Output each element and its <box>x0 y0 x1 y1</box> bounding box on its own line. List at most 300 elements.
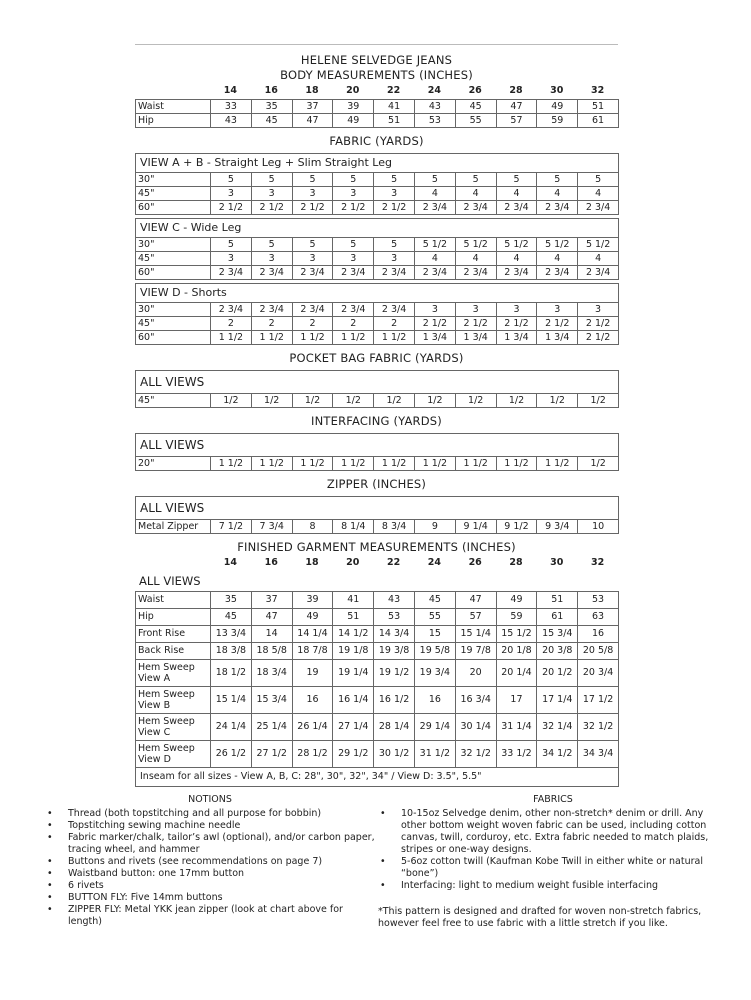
cell-value: 1 1/2 <box>292 331 333 345</box>
cell-value: 3 <box>292 252 333 266</box>
cell-value: 5 <box>333 173 374 187</box>
cell-value: 3 <box>578 303 619 317</box>
cell-value: 4 <box>537 252 578 266</box>
cell-value: 39 <box>333 100 374 114</box>
cell-value: 57 <box>496 114 537 128</box>
cell-value: 5 <box>496 173 537 187</box>
row-label: Hip <box>136 114 211 128</box>
cell-value: 9 3/4 <box>537 520 578 534</box>
row-label: 60" <box>136 331 211 345</box>
cell-value: 18 3/8 <box>211 643 252 660</box>
bullet-icon: • <box>380 808 386 819</box>
cell-value: 53 <box>414 114 455 128</box>
cell-value: 41 <box>333 592 374 609</box>
cell-value: 1 3/4 <box>455 331 496 345</box>
cell-value: 51 <box>333 609 374 626</box>
fabric-group-table <box>135 153 619 215</box>
cell-value: 1 3/4 <box>496 331 537 345</box>
size-header-cell: 24 <box>427 85 441 96</box>
cell-value: 2 <box>211 317 252 331</box>
cell-value: 1 1/2 <box>333 457 374 471</box>
cell-value: 2 3/4 <box>333 303 374 317</box>
row-label: Hem Sweep View B <box>136 687 211 714</box>
pocket-group <box>136 371 619 394</box>
list-item <box>45 820 375 832</box>
fabric-row <box>136 252 619 266</box>
cell-value: 43 <box>374 592 415 609</box>
inseam-note <box>136 768 619 787</box>
fabrics-list <box>378 808 728 892</box>
bullet-icon: • <box>47 820 53 831</box>
cell-value: 15 <box>414 626 455 643</box>
pocket-grid <box>135 370 619 408</box>
cell-value: 13 3/4 <box>211 626 252 643</box>
bullet-icon: • <box>47 856 53 867</box>
bullet-icon: • <box>47 880 53 891</box>
cell-value: 49 <box>496 592 537 609</box>
row-label: 30" <box>136 238 211 252</box>
list-item <box>378 856 728 880</box>
cell-value: 2 1/2 <box>292 201 333 215</box>
cell-value: 1/2 <box>496 394 537 408</box>
cell-value: 57 <box>455 609 496 626</box>
cell-value: 2 3/4 <box>251 266 292 280</box>
body-row <box>136 100 619 114</box>
cell-value: 5 1/2 <box>578 238 619 252</box>
interfacing-row <box>136 457 619 471</box>
cell-value: 2 3/4 <box>374 266 415 280</box>
size-header-cell: 14 <box>223 557 238 568</box>
interfacing-group-label: ALL VIEWS <box>140 438 205 452</box>
fabric-view-label: VIEW D - Shorts <box>136 284 619 303</box>
cell-value: 34 3/4 <box>578 741 619 768</box>
cell-value: 19 <box>292 660 333 687</box>
body-measurements-title: BODY MEASUREMENTS (INCHES) <box>280 68 473 82</box>
row-label: Hem Sweep View C <box>136 714 211 741</box>
size-header-cell: 28 <box>509 85 523 96</box>
cell-value: 33 1/2 <box>496 741 537 768</box>
cell-value: 2 3/4 <box>578 266 619 280</box>
cell-value: 2 1/2 <box>251 201 292 215</box>
cell-value: 59 <box>496 609 537 626</box>
fabric-group-table <box>135 283 619 345</box>
cell-value: 3 <box>292 187 333 201</box>
size-header <box>135 555 618 571</box>
fabric-row <box>136 317 619 331</box>
cell-value: 1/2 <box>292 394 333 408</box>
row-label: Waist <box>138 101 164 112</box>
size-header-cell: 16 <box>264 85 278 96</box>
cell-value: 3 <box>211 252 252 266</box>
row-label: 30" <box>136 173 211 187</box>
cell-value: 45 <box>211 609 252 626</box>
cell-value: 3 <box>374 252 415 266</box>
cell-value: 7 1/2 <box>211 520 252 534</box>
list-item-text: BUTTON FLY: Five 14mm buttons <box>68 892 223 903</box>
pocket-bag-title: POCKET BAG FABRIC (YARDS) <box>289 351 464 365</box>
finished-row <box>136 687 619 714</box>
cell-value: 34 1/2 <box>537 741 578 768</box>
cell-value: 53 <box>374 609 415 626</box>
cell-value: 10 <box>578 520 619 534</box>
zipper-title: ZIPPER (INCHES) <box>326 477 427 491</box>
cell-value: 1 1/2 <box>292 457 333 471</box>
cell-value: 5 <box>537 173 578 187</box>
cell-value: 1/2 <box>414 394 455 408</box>
cell-value: 28 1/4 <box>374 714 415 741</box>
cell-value: 19 3/4 <box>414 660 455 687</box>
interfacing-grid <box>135 433 619 471</box>
cell-value: 16 <box>292 687 333 714</box>
finished-row <box>136 660 619 687</box>
cell-value: 2 1/2 <box>578 331 619 345</box>
cell-value: 1 1/2 <box>414 457 455 471</box>
cell-value: 2 3/4 <box>496 266 537 280</box>
cell-value: 2 <box>292 317 333 331</box>
cell-value: 1 1/2 <box>374 331 415 345</box>
cell-value: 2 <box>333 317 374 331</box>
cell-value: 45 <box>251 114 292 128</box>
cell-value: 1/2 <box>578 457 619 471</box>
pocket-bag-table <box>135 370 618 408</box>
cell-value: 51 <box>537 592 578 609</box>
cell-value: 3 <box>537 303 578 317</box>
cell-value: 4 <box>455 252 496 266</box>
bullet-icon: • <box>47 904 53 915</box>
cell-value: 5 <box>211 238 252 252</box>
cell-value: 19 1/2 <box>374 660 415 687</box>
row-label: 60" <box>136 266 211 280</box>
cell-value: 2 3/4 <box>211 303 252 317</box>
row-label: 45" <box>136 317 211 331</box>
cell-value: 9 1/4 <box>455 520 496 534</box>
cell-value: 1 1/2 <box>251 331 292 345</box>
cell-value: 47 <box>496 100 537 114</box>
cell-value: 3 <box>211 187 252 201</box>
bullet-icon: • <box>380 856 386 867</box>
cell-value: 15 3/4 <box>537 626 578 643</box>
finished-row <box>136 592 619 609</box>
fabric-row <box>136 201 619 215</box>
row-label: 45" <box>136 187 211 201</box>
size-header-cell: 22 <box>386 85 401 96</box>
cell-value: 4 <box>578 187 619 201</box>
cell-value: 3 <box>251 252 292 266</box>
cell-value: 32 1/2 <box>455 741 496 768</box>
notions-title: NOTIONS <box>188 794 232 805</box>
list-item <box>378 880 728 892</box>
fabrics-section <box>378 794 728 930</box>
cell-value: 45 <box>414 592 455 609</box>
cell-value: 1/2 <box>333 394 374 408</box>
cell-value: 29 1/2 <box>333 741 374 768</box>
cell-value: 1 3/4 <box>537 331 578 345</box>
cell-value: 24 1/4 <box>211 714 252 741</box>
cell-value: 2 1/2 <box>537 317 578 331</box>
zipper-table <box>135 496 618 534</box>
cell-value: 2 1/2 <box>211 201 252 215</box>
cell-value: 32 1/2 <box>578 714 619 741</box>
cell-value: 1 1/2 <box>537 457 578 471</box>
cell-value: 19 5/8 <box>414 643 455 660</box>
cell-value: 2 3/4 <box>414 201 455 215</box>
bullet-icon: • <box>47 892 53 903</box>
cell-value: 2 1/2 <box>333 201 374 215</box>
cell-value: 8 <box>292 520 333 534</box>
cell-value: 19 1/8 <box>333 643 374 660</box>
interfacing-table <box>135 433 618 471</box>
size-header-cell: 20 <box>346 85 360 96</box>
list-item <box>45 856 375 868</box>
cell-value: 16 1/2 <box>374 687 415 714</box>
bullet-icon: • <box>380 880 386 891</box>
cell-value: 4 <box>414 187 455 201</box>
cell-value: 5 1/2 <box>455 238 496 252</box>
cell-value: 7 3/4 <box>251 520 292 534</box>
cell-value: 4 <box>496 187 537 201</box>
cell-value: 18 1/2 <box>211 660 252 687</box>
finished-row <box>136 626 619 643</box>
cell-value: 5 <box>292 238 333 252</box>
cell-value: 5 <box>211 173 252 187</box>
cell-value: 29 1/4 <box>414 714 455 741</box>
cell-value: 43 <box>414 100 455 114</box>
size-header-cell: 18 <box>305 85 319 96</box>
header-blank <box>135 83 210 99</box>
list-item <box>378 808 728 856</box>
cell-value: 1 1/2 <box>251 457 292 471</box>
finished-row <box>136 741 619 768</box>
body-measurements-table <box>135 83 618 128</box>
cell-value: 3 <box>251 187 292 201</box>
cell-value: 1/2 <box>211 394 252 408</box>
row-label: 20" <box>136 457 211 471</box>
cell-value: 18 3/4 <box>251 660 292 687</box>
cell-value: 37 <box>292 100 333 114</box>
list-item-text: Topstitching sewing machine needle <box>68 820 241 831</box>
size-header-cell: 22 <box>386 557 401 568</box>
cell-value: 19 7/8 <box>455 643 496 660</box>
fabric-view <box>136 284 619 303</box>
cell-value: 19 1/4 <box>333 660 374 687</box>
size-header-cell: 16 <box>264 557 278 568</box>
cell-value: 17 <box>496 687 537 714</box>
cell-value: 2 1/2 <box>578 317 619 331</box>
cell-value: 18 5/8 <box>251 643 292 660</box>
list-item-text: 10-15oz Selvedge denim, other non-stretch* denim or drill. Any other bottom weight woven fabric can be used, including cotton canvas, twill, corduroy, etc. Extra fabric needed to match plaids, stripes or one-way designs. <box>401 808 709 855</box>
cell-value: 5 <box>578 173 619 187</box>
cell-value: 31 1/4 <box>496 714 537 741</box>
cell-value: 1/2 <box>251 394 292 408</box>
cell-value: 5 <box>292 173 333 187</box>
cell-value: 14 3/4 <box>374 626 415 643</box>
cell-value: 2 3/4 <box>414 266 455 280</box>
row-label: Waist <box>138 594 164 605</box>
cell-value: 33 <box>211 100 252 114</box>
cell-value: 18 7/8 <box>292 643 333 660</box>
cell-value: 1 1/2 <box>211 331 252 345</box>
interfacing-group <box>136 434 619 457</box>
cell-value: 5 1/2 <box>537 238 578 252</box>
size-header-cell: 26 <box>468 557 482 568</box>
cell-value: 20 3/8 <box>537 643 578 660</box>
cell-value: 3 <box>455 303 496 317</box>
cell-value: 5 <box>333 238 374 252</box>
finished-grid <box>135 591 619 787</box>
cell-value: 16 <box>578 626 619 643</box>
cell-value: 3 <box>496 303 537 317</box>
cell-value: 2 3/4 <box>211 266 252 280</box>
cell-value: 5 <box>251 238 292 252</box>
cell-value: 27 1/4 <box>333 714 374 741</box>
cell-value: 26 1/2 <box>211 741 252 768</box>
cell-value: 5 <box>374 238 415 252</box>
cell-value: 15 1/4 <box>211 687 252 714</box>
list-item <box>45 880 375 892</box>
row-label: Metal Zipper <box>136 520 211 534</box>
cell-value: 3 <box>374 187 415 201</box>
cell-value: 30 1/2 <box>374 741 415 768</box>
fabric-view-label: VIEW C - Wide Leg <box>136 219 619 238</box>
cell-value: 17 1/2 <box>578 687 619 714</box>
interfacing-title: INTERFACING (YARDS) <box>310 414 442 428</box>
cell-value: 8 3/4 <box>374 520 415 534</box>
fabric-row <box>136 266 619 280</box>
cell-value: 2 3/4 <box>455 201 496 215</box>
list-item-text: 6 rivets <box>68 880 104 891</box>
list-item-text: Waistband button: one 17mm button <box>68 868 245 879</box>
cell-value: 15 1/2 <box>496 626 537 643</box>
cell-value: 1 1/2 <box>496 457 537 471</box>
cell-value: 4 <box>537 187 578 201</box>
cell-value: 2 3/4 <box>578 201 619 215</box>
cell-value: 5 1/2 <box>414 238 455 252</box>
cell-value: 2 3/4 <box>292 266 333 280</box>
bullet-icon: • <box>47 832 53 843</box>
row-label: Hem Sweep View A <box>136 660 211 687</box>
notions-section <box>45 794 375 928</box>
cell-value: 2 1/2 <box>374 201 415 215</box>
cell-value: 55 <box>455 114 496 128</box>
finished-row <box>136 643 619 660</box>
fabric-view-label: VIEW A + B - Straight Leg + Slim Straight Leg <box>140 156 392 169</box>
cell-value: 2 <box>251 317 292 331</box>
fabrics-footnote: *This pattern is designed and drafted for woven non-stretch fabrics, however feel free to use fabric with a little stretch if you like. <box>378 906 702 929</box>
cell-value: 16 3/4 <box>455 687 496 714</box>
fabric-row <box>136 173 619 187</box>
cell-value: 1/2 <box>455 394 496 408</box>
size-header-cell: 18 <box>305 557 319 568</box>
cell-value: 8 1/4 <box>333 520 374 534</box>
list-item <box>45 892 375 904</box>
finished-measurements-table <box>135 555 618 787</box>
size-header-cell: 24 <box>427 557 441 568</box>
bullet-icon: • <box>47 808 53 819</box>
list-item <box>45 868 375 880</box>
row-label: 45" <box>136 252 211 266</box>
row-label: Front Rise <box>136 626 211 643</box>
fabric-view <box>136 154 619 173</box>
cell-value: 20 1/8 <box>496 643 537 660</box>
cell-value: 25 1/4 <box>251 714 292 741</box>
cell-value: 5 <box>414 173 455 187</box>
finished-row <box>136 609 619 626</box>
cell-value: 2 3/4 <box>251 303 292 317</box>
list-item <box>45 904 375 928</box>
fabric-row <box>136 331 619 345</box>
list-item-text: Interfacing: light to medium weight fusible interfacing <box>401 880 659 891</box>
size-header-cell: 28 <box>509 557 523 568</box>
fabric-title: FABRIC (YARDS) <box>329 134 424 148</box>
cell-value: 26 1/4 <box>292 714 333 741</box>
cell-value: 1 1/2 <box>455 457 496 471</box>
cell-value: 61 <box>578 114 619 128</box>
fabric-view <box>136 219 619 238</box>
cell-value: 1/2 <box>537 394 578 408</box>
list-item <box>45 808 375 820</box>
cell-value: 3 <box>333 252 374 266</box>
cell-value: 15 3/4 <box>251 687 292 714</box>
cell-value: 55 <box>414 609 455 626</box>
cell-value: 19 3/8 <box>374 643 415 660</box>
fabric-row <box>136 303 619 317</box>
cell-value: 9 1/2 <box>496 520 537 534</box>
pattern-title: HELENE SELVEDGE JEANS <box>300 53 453 67</box>
bullet-icon: • <box>47 868 53 879</box>
zipper-grid <box>135 496 619 534</box>
size-header-cell: 14 <box>223 85 238 96</box>
cell-value: 2 3/4 <box>292 303 333 317</box>
cell-value: 63 <box>578 609 619 626</box>
pocket-row <box>136 394 619 408</box>
cell-value: 47 <box>455 592 496 609</box>
cell-value: 5 <box>251 173 292 187</box>
row-label: Back Rise <box>136 643 211 660</box>
cell-value: 1 1/2 <box>333 331 374 345</box>
cell-value: 14 1/4 <box>292 626 333 643</box>
list-item-text: Thread (both topstitching and all purpose for bobbin) <box>68 808 322 819</box>
cell-value: 4 <box>414 252 455 266</box>
list-item-text: Fabric marker/chalk, tailor’s awl (optional), and/or carbon paper, tracing wheel, and hammer <box>68 832 375 855</box>
cell-value: 30 1/4 <box>455 714 496 741</box>
fabric-tables <box>135 153 618 345</box>
cell-value: 20 1/4 <box>496 660 537 687</box>
zipper-group-label: ALL VIEWS <box>140 501 205 515</box>
row-label: 30" <box>136 303 211 317</box>
cell-value: 15 1/4 <box>455 626 496 643</box>
cell-value: 41 <box>374 100 415 114</box>
finished-group-label: ALL VIEWS <box>139 574 201 588</box>
cell-value: 5 1/2 <box>496 238 537 252</box>
cell-value: 35 <box>251 100 292 114</box>
fabric-row <box>136 238 619 252</box>
cell-value: 4 <box>455 187 496 201</box>
list-item <box>45 832 375 856</box>
row-label: 45" <box>136 394 211 408</box>
finished-title: FINISHED GARMENT MEASUREMENTS (INCHES) <box>237 540 516 554</box>
cell-value: 17 1/4 <box>537 687 578 714</box>
cell-value: 3 <box>333 187 374 201</box>
top-rule <box>135 44 618 45</box>
list-item-text: ZIPPER FLY: Metal YKK jean zipper (look at chart above for length) <box>68 904 343 927</box>
finished-row <box>136 714 619 741</box>
row-label: Hem Sweep View D <box>136 741 211 768</box>
cell-value: 49 <box>333 114 374 128</box>
pocket-group-label: ALL VIEWS <box>140 375 205 389</box>
cell-value: 27 1/2 <box>251 741 292 768</box>
list-item-text: 5-6oz cotton twill (Kaufman Kobe Twill in either white or natural “bone”) <box>401 856 703 879</box>
cell-value: 2 <box>374 317 415 331</box>
